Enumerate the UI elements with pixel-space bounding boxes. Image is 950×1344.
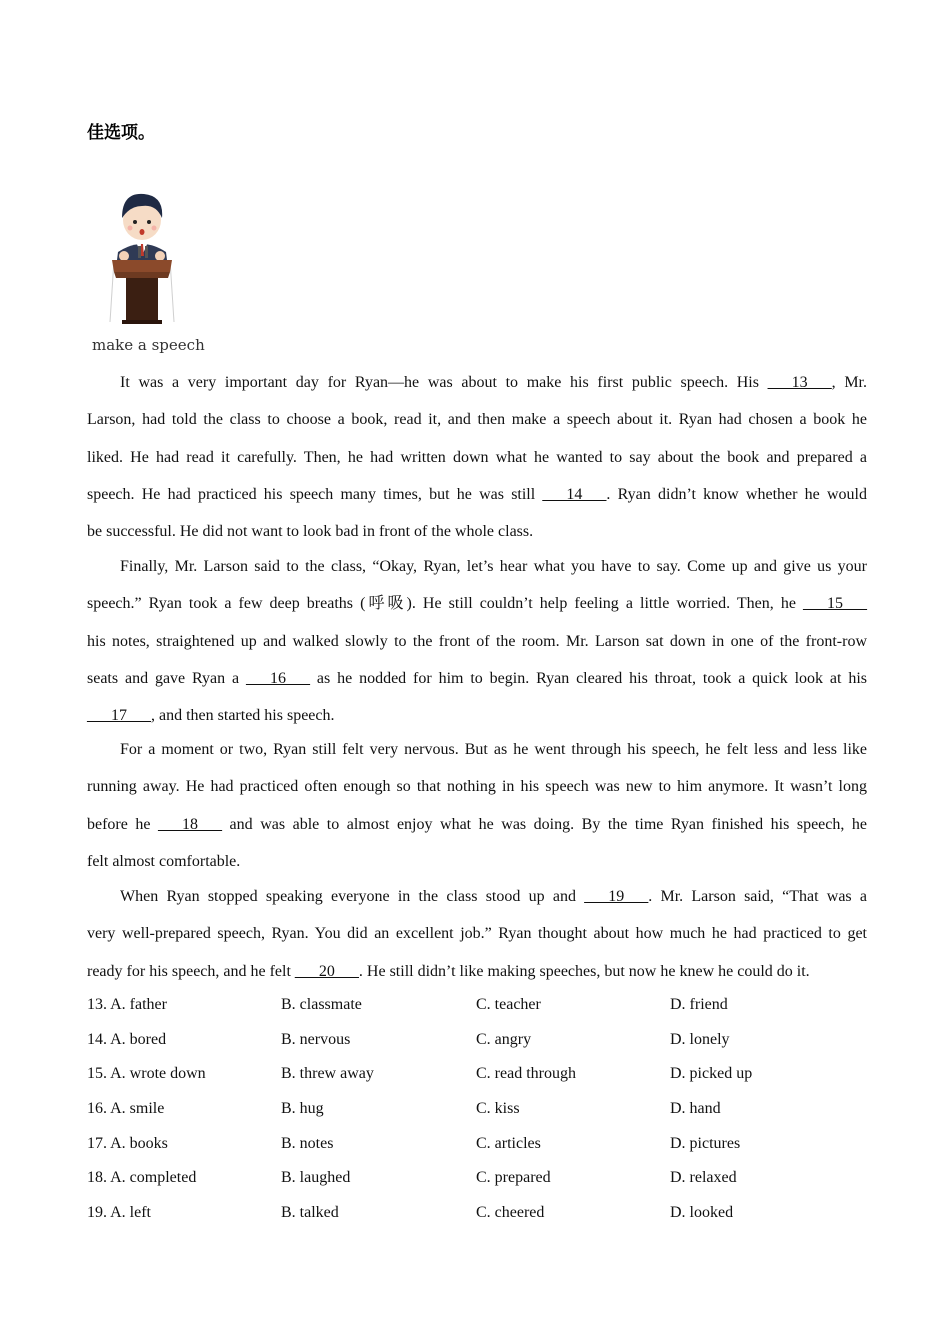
passage-text: . Mr. Larson said, “That was a bbox=[648, 888, 868, 905]
option-c bbox=[476, 1092, 520, 1127]
answer-options bbox=[87, 988, 867, 1231]
option-c bbox=[476, 1161, 551, 1196]
option-c bbox=[476, 988, 541, 1023]
option-text: B. classmate bbox=[281, 996, 362, 1013]
passage-text: be successful. He did not want to look bad in front of the whole class. bbox=[87, 523, 534, 541]
passage-text: It was a very important day for Ryan—he was about to make his first public speech. His bbox=[120, 374, 768, 391]
option-text: C. articles bbox=[476, 1134, 541, 1152]
passage-text: as he nodded for him to begin. Ryan cleared his throat, took a quick look at his bbox=[310, 669, 867, 687]
option-text: A. smile bbox=[110, 1100, 165, 1118]
passage-text: For a moment or two, Ryan still felt very nervous. But as he went through his speech, he felt less and less like bbox=[120, 741, 867, 758]
passage-text: his notes, straightened up and walked slowly to the front of the room. Mr. Larson sat down in one of the front-row bbox=[87, 632, 867, 650]
passage-line bbox=[87, 513, 867, 550]
passage-line bbox=[87, 878, 867, 915]
option-text: C. prepared bbox=[476, 1169, 551, 1187]
question-row bbox=[87, 1023, 867, 1058]
passage-paragraph-4 bbox=[87, 878, 867, 990]
option-text: D. relaxed bbox=[670, 1169, 737, 1187]
question-number: 16. bbox=[87, 1100, 111, 1118]
figure-caption: make a speech bbox=[92, 336, 205, 354]
option-b bbox=[281, 1057, 374, 1092]
passage-text: . He still didn’t like making speeches, but now he knew he could do it. bbox=[358, 962, 810, 980]
passage-text: running away. He had practiced often enough so that nothing in his speech was new to him anymore. It wasn’t long bbox=[87, 778, 867, 796]
option-text: A. wrote down bbox=[110, 1065, 206, 1083]
answer-blank: ___17___ bbox=[87, 707, 151, 725]
passage-text: felt almost comfortable. bbox=[87, 852, 241, 870]
answer-blank: ___13___ bbox=[767, 374, 832, 391]
option-a bbox=[87, 1196, 151, 1231]
passage-line bbox=[87, 548, 867, 585]
passage-text: liked. He had read it carefully. Then, he had written down what he wanted to say about the book and prepared a bbox=[87, 448, 867, 466]
question-row bbox=[87, 1057, 867, 1092]
option-b bbox=[281, 1127, 333, 1162]
question-number: 17. bbox=[87, 1134, 111, 1152]
option-c bbox=[476, 1057, 576, 1092]
passage-line bbox=[87, 439, 867, 476]
passage-line bbox=[87, 660, 867, 697]
option-text: C. kiss bbox=[476, 1100, 520, 1118]
option-text: C. angry bbox=[476, 1030, 532, 1048]
option-a bbox=[87, 1057, 206, 1092]
passage-paragraph-2 bbox=[87, 548, 867, 734]
option-text: D. friend bbox=[670, 996, 728, 1013]
passage-text: When Ryan stopped speaking everyone in the class stood up and bbox=[120, 888, 585, 905]
option-text: A. father bbox=[110, 996, 167, 1013]
passage-text: , and then started his speech. bbox=[151, 707, 335, 725]
option-a bbox=[87, 1127, 168, 1162]
question-number: 14. bbox=[87, 1030, 111, 1048]
option-text: A. left bbox=[110, 1204, 151, 1222]
option-text: B. threw away bbox=[281, 1065, 374, 1083]
option-d bbox=[670, 1092, 721, 1127]
option-text: B. laughed bbox=[281, 1169, 351, 1187]
passage-line bbox=[87, 364, 867, 401]
passage-line bbox=[87, 915, 867, 952]
option-c bbox=[476, 1023, 531, 1058]
question-number: 19. bbox=[87, 1204, 111, 1222]
passage-line bbox=[87, 843, 867, 880]
option-d bbox=[670, 1023, 730, 1058]
option-d bbox=[670, 1057, 752, 1092]
speaker-at-podium-icon bbox=[92, 180, 212, 330]
answer-blank: ___15___ bbox=[803, 595, 867, 613]
option-text: B. notes bbox=[281, 1134, 334, 1152]
option-d bbox=[670, 1127, 740, 1162]
passage-text: Finally, Mr. Larson said to the class, “Okay, Ryan, let’s hear what you have to say. Come up and give us your bbox=[120, 558, 867, 575]
option-text: C. cheered bbox=[476, 1204, 545, 1222]
passage-text: speech. He had practiced his speech many times, but he was still bbox=[87, 485, 543, 503]
answer-blank: ___19___ bbox=[584, 888, 649, 905]
passage-text: . Ryan didn’t know whether he would bbox=[606, 485, 868, 503]
question-row bbox=[87, 988, 867, 1023]
option-a bbox=[87, 1092, 164, 1127]
passage-line bbox=[87, 623, 867, 660]
option-b bbox=[281, 1092, 324, 1127]
option-text: D. hand bbox=[670, 1100, 721, 1118]
option-b bbox=[281, 988, 362, 1023]
section-heading: 佳选项。 bbox=[87, 123, 155, 143]
question-number: 18. bbox=[87, 1169, 111, 1187]
option-text: D. pictures bbox=[670, 1134, 741, 1152]
option-text: B. talked bbox=[281, 1204, 339, 1222]
option-d bbox=[670, 1196, 733, 1231]
option-b bbox=[281, 1023, 350, 1058]
passage-paragraph-3 bbox=[87, 731, 867, 880]
option-text: D. picked up bbox=[670, 1065, 753, 1083]
question-row bbox=[87, 1092, 867, 1127]
passage-text: seats and gave Ryan a bbox=[87, 669, 247, 687]
speaker-illustration bbox=[92, 180, 212, 360]
option-text: B. nervous bbox=[281, 1030, 351, 1048]
passage-text: , Mr. bbox=[831, 374, 868, 391]
option-text: A. bored bbox=[110, 1030, 167, 1048]
question-row bbox=[87, 1127, 867, 1162]
question-number: 13. bbox=[87, 996, 111, 1013]
passage-line bbox=[87, 476, 867, 513]
option-text: D. looked bbox=[670, 1204, 734, 1222]
option-d bbox=[670, 1161, 737, 1196]
option-text: A. completed bbox=[110, 1169, 197, 1187]
option-text: B. hug bbox=[281, 1100, 324, 1118]
answer-blank: ___16___ bbox=[246, 669, 311, 687]
option-a bbox=[87, 1023, 166, 1058]
passage-line bbox=[87, 768, 867, 805]
option-d bbox=[670, 988, 728, 1023]
passage-line bbox=[87, 953, 867, 990]
option-text: D. lonely bbox=[670, 1030, 730, 1048]
option-text: C. read through bbox=[476, 1065, 576, 1083]
option-text: A. books bbox=[110, 1134, 168, 1152]
passage-text: Larson, had told the class to choose a book, read it, and then make a speech about it. Ryan had chosen a book he bbox=[87, 411, 867, 429]
passage-line bbox=[87, 401, 867, 438]
passage-text: ready for his speech, and he felt bbox=[87, 962, 295, 980]
option-text: C. teacher bbox=[476, 996, 541, 1013]
passage-text: before he bbox=[87, 815, 159, 833]
option-c bbox=[476, 1196, 544, 1231]
answer-blank: ___14___ bbox=[542, 485, 607, 503]
question-row bbox=[87, 1161, 867, 1196]
option-c bbox=[476, 1127, 541, 1162]
answer-blank: ___18___ bbox=[158, 815, 223, 833]
option-a bbox=[87, 988, 167, 1023]
option-b bbox=[281, 1161, 350, 1196]
passage-paragraph-1 bbox=[87, 364, 867, 550]
passage-line bbox=[87, 806, 867, 843]
passage-text: speech.” Ryan took a few deep breaths (呼吸). He still couldn’t help feeling a little worried. Then, he bbox=[87, 595, 803, 613]
passage-text: and was able to almost enjoy what he was doing. By the time Ryan finished his speech, he bbox=[222, 815, 867, 833]
answer-blank: ___20___ bbox=[294, 962, 359, 980]
passage-line bbox=[87, 697, 867, 734]
passage-line bbox=[87, 585, 867, 622]
option-a bbox=[87, 1161, 196, 1196]
passage-text: very well-prepared speech, Ryan. You did an excellent job.” Ryan thought about how much he had practiced to get bbox=[87, 925, 867, 943]
question-row bbox=[87, 1196, 867, 1231]
question-number: 15. bbox=[87, 1065, 111, 1083]
option-b bbox=[281, 1196, 339, 1231]
passage-line bbox=[87, 731, 867, 768]
